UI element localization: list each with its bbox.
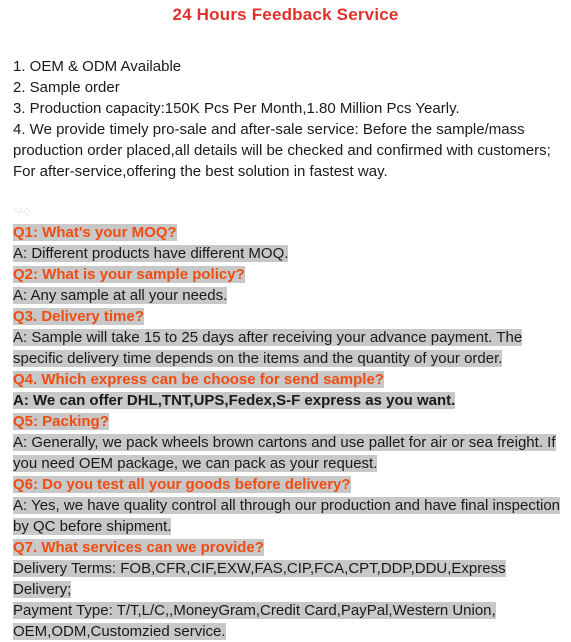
faq-question-text: Q5: Packing?	[13, 413, 109, 430]
faq-answer	[13, 600, 565, 642]
feature-item: 4. We provide timely pro-sale and after-sale service: Before the sample/mass production order placed,all details will be checked and confirmed with customers; For after-service,offering the best solution in fastest way.	[13, 121, 551, 180]
faq-question-text: Q4. Which express can be choose for send sample?	[13, 371, 384, 388]
faq-question	[13, 369, 565, 390]
faq-question-text: Q1: What's your MOQ?	[13, 224, 177, 241]
faq-question-text: Q7. What services can we provide?	[13, 539, 264, 556]
faq-answer-text: A: Different products have different MOQ.	[13, 245, 289, 262]
faq-question	[13, 474, 565, 495]
faq-question	[13, 306, 565, 327]
faq-answer	[13, 558, 565, 600]
feature-item: 3. Production capacity:150K Pcs Per Month,1.80 Million Pcs Yearly.	[13, 100, 460, 117]
page-title: 24 Hours Feedback Service	[172, 5, 399, 24]
faq-question	[13, 411, 565, 432]
faq-question-text: Q6: Do you test all your goods before delivery?	[13, 476, 351, 493]
feature-item: 2. Sample order	[13, 79, 120, 96]
faq-question	[13, 222, 565, 243]
faq-answer-text: A: Any sample at all your needs.	[13, 287, 228, 304]
faq-section	[13, 222, 565, 642]
faq-watermark: FAQ	[14, 207, 31, 216]
faq-answer-text: A: Yes, we have quality control all through our production and have final inspection by QC before shipment.	[13, 497, 561, 535]
faq-answer	[13, 327, 565, 369]
faq-answer	[13, 390, 565, 411]
faq-question-text: Q3. Delivery time?	[13, 308, 144, 325]
faq-answer-text: A: We can offer DHL,TNT,UPS,Fedex,S-F express as you want.	[13, 392, 456, 409]
faq-answer	[13, 432, 565, 474]
faq-answer	[13, 243, 565, 264]
faq-question-text: Q2: What is your sample policy?	[13, 266, 245, 283]
faq-answer	[13, 285, 565, 306]
faq-answer-text: Delivery Terms: FOB,CFR,CIF,EXW,FAS,CIP,FCA,CPT,DDP,DDU,Express Delivery;	[13, 560, 506, 598]
faq-answer-text: Payment Type: T/T,L/C,,MoneyGram,Credit Card,PayPal,Western Union, OEM,ODM,Customzied service.	[13, 602, 496, 640]
feature-list	[13, 56, 565, 182]
feature-item: 1. OEM & ODM Available	[13, 58, 182, 75]
faq-question	[13, 264, 565, 285]
faq-answer	[13, 495, 565, 537]
faq-question	[13, 537, 565, 558]
faq-answer-text: A: Sample will take 15 to 25 days after receiving your advance payment. The specific delivery time depends on the items and the quantity of your order.	[13, 329, 523, 367]
faq-answer-text: A: Generally, we pack wheels brown cartons and use pallet for air or sea freight. If you need OEM package, we can pack as your request.	[13, 434, 556, 472]
